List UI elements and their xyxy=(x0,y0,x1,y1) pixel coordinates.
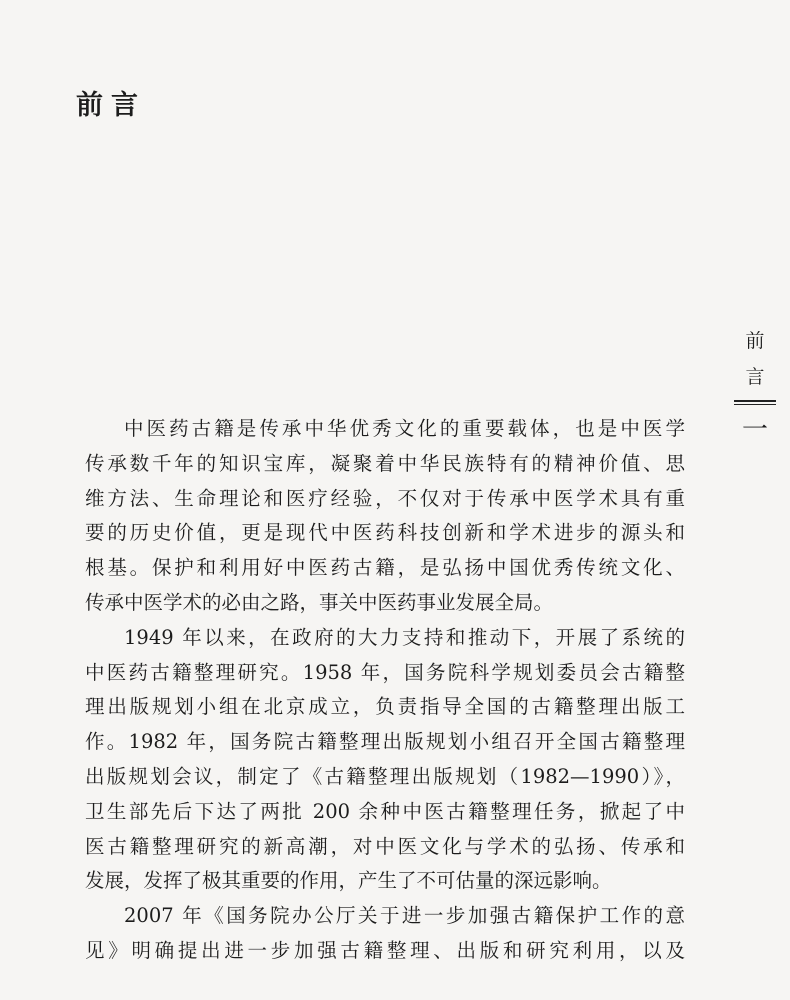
text-line: 维方法、生命理论和医疗经验，不仅对于传承中医学术具有重 xyxy=(85,486,685,510)
text-line: 作。1982 年，国务院古籍整理出版规划小组召开全国古籍整理 xyxy=(85,730,685,754)
text-line: 传承数千年的知识宝库，凝聚着中华民族特有的精神价值、思 xyxy=(85,451,685,475)
text-line: 2007 年《国务院办公厅关于进一步加强古籍保护工作的意 xyxy=(124,904,685,928)
page-title: 前言 xyxy=(76,90,146,121)
show-through-text xyxy=(60,86,710,120)
text-line: 理出版规划小组在北京成立，负责指导全国的古籍整理出版工 xyxy=(85,695,685,719)
paragraph-2 xyxy=(85,621,685,899)
page-number: 一 xyxy=(741,415,768,445)
running-head-rule-top xyxy=(734,400,776,402)
paragraph-3 xyxy=(85,899,685,969)
text-line: 发展，发挥了极其重要的作用，产生了不可估量的深远影响。 xyxy=(85,869,612,893)
paragraph-1 xyxy=(85,412,685,621)
text-line: 传承中医学术的必由之路，事关中医药事业发展全局。 xyxy=(85,590,554,614)
running-head-char-2: 言 xyxy=(745,366,765,388)
text-line: 出版规划会议，制定了《古籍整理出版规划（1982—1990）》， xyxy=(85,764,685,788)
text-line: 中医药古籍是传承中华优秀文化的重要载体，也是中医学 xyxy=(124,417,685,440)
body-text xyxy=(85,412,685,969)
text-line: 要的历史价值，更是现代中医药科技创新和学术进步的源头和 xyxy=(85,521,685,545)
text-line: 见》明确提出进一步加强古籍整理、出版和研究利用，以及 xyxy=(85,938,685,962)
running-head-rule-bottom xyxy=(734,404,776,405)
text-line: 根基。保护和利用好中医药古籍，是弘扬中国优秀传统文化、 xyxy=(85,556,685,580)
text-line: 1949 年以来，在政府的大力支持和推动下，开展了系统的 xyxy=(124,625,685,649)
text-line: 医古籍整理研究的新高潮，对中医文化与学术的弘扬、传承和 xyxy=(85,834,685,858)
text-line: 卫生部先后下达了两批 200 余种中医古籍整理任务，掀起了中 xyxy=(85,799,685,823)
running-head xyxy=(734,328,776,445)
running-head-char-1: 前 xyxy=(745,330,765,352)
text-line: 中医药古籍整理研究。1958 年，国务院科学规划委员会古籍整 xyxy=(85,660,685,684)
